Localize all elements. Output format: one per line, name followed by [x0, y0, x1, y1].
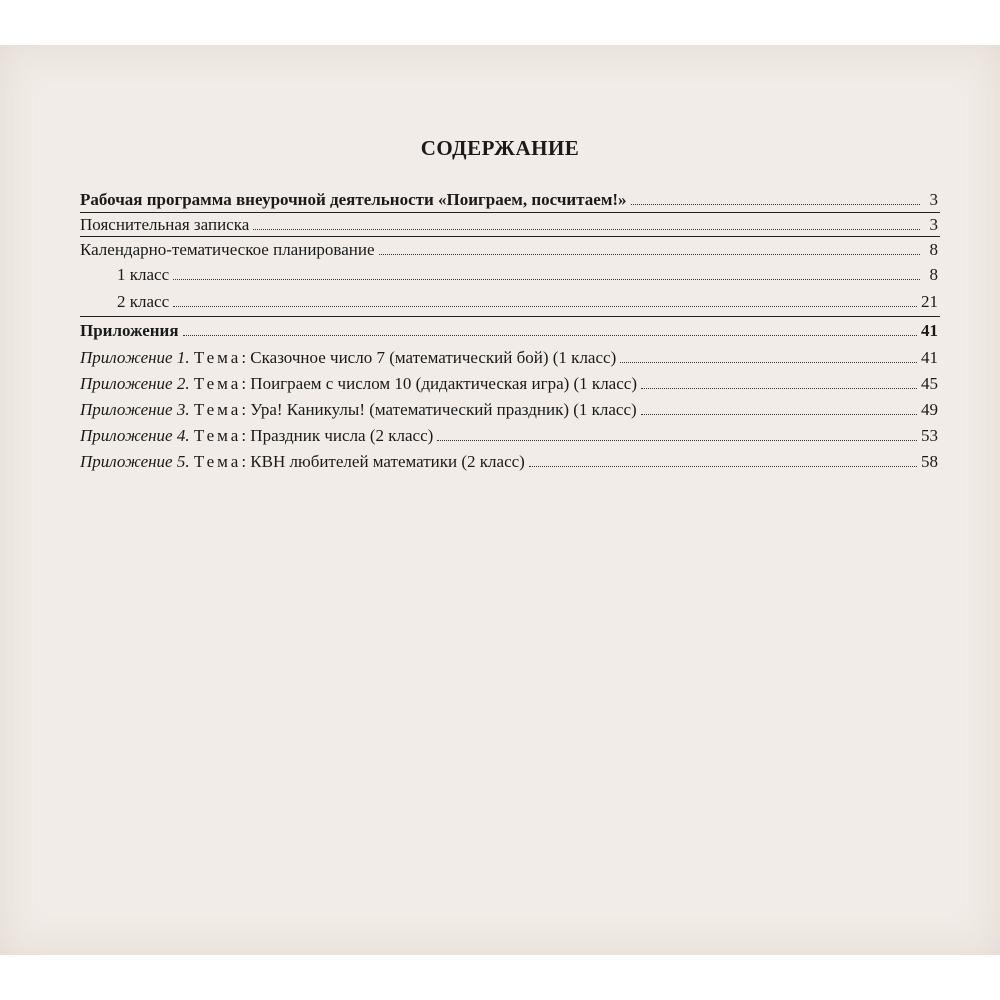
divider-line	[80, 316, 940, 317]
toc-entry-label: Календарно-тематическое планирование	[80, 240, 375, 259]
toc-entry-page: 3	[929, 190, 938, 209]
toc-entry-explanatory-note[interactable]	[80, 215, 938, 235]
dot-leader	[379, 242, 920, 255]
appendix-prefix: Приложение 3.	[80, 400, 190, 419]
topic-word: Тема	[193, 426, 242, 445]
toc-entry-page: 45	[921, 374, 938, 393]
divider-line	[80, 212, 940, 213]
dot-leader	[641, 376, 917, 389]
appendix-prefix: Приложение 1.	[80, 348, 190, 367]
toc-entry-appendix-4[interactable]	[80, 426, 938, 446]
appendix-prefix: Приложение 2.	[80, 374, 190, 393]
topic-word: Тема	[193, 452, 242, 471]
topic-word: Тема	[193, 374, 242, 393]
toc-entry-page: 41	[921, 348, 938, 367]
toc-entry-label	[80, 348, 616, 368]
toc-entry-grade-1[interactable]	[117, 265, 938, 285]
toc-entry-calendar-planning[interactable]	[80, 240, 938, 260]
dot-leader	[620, 350, 917, 363]
dot-leader	[631, 192, 920, 205]
toc-entry-page: 58	[921, 452, 938, 471]
toc-entry-label: Приложения	[80, 321, 179, 340]
toc-entry-label: Пояснительная записка	[80, 215, 250, 234]
dot-leader	[173, 267, 920, 280]
appendix-title: : Сказочное число 7 (математический бой) (1 класс)	[241, 348, 617, 367]
toc-title: СОДЕРЖАНИЕ	[420, 136, 580, 160]
toc-entry-label: 1 класс	[117, 265, 170, 284]
toc-entry-appendix-2[interactable]	[80, 374, 938, 394]
toc-entry-page: 53	[921, 426, 938, 445]
toc-entry-page: 3	[929, 215, 938, 234]
toc-entry-label	[80, 400, 637, 420]
dot-leader	[183, 323, 917, 336]
dot-leader	[529, 454, 917, 467]
toc-entry-label	[80, 374, 637, 394]
dot-leader	[437, 428, 917, 441]
toc-entry-program[interactable]	[80, 190, 938, 210]
toc-entry-appendix-5[interactable]	[80, 452, 938, 472]
appendix-title: : Поиграем с числом 10 (дидактическая игра) (1 класс)	[241, 374, 637, 393]
divider-line	[80, 236, 940, 237]
toc-entry-label	[80, 426, 433, 446]
appendix-title: : Праздник числа (2 класс)	[241, 426, 434, 445]
toc-entry-label	[80, 452, 525, 472]
toc-entry-page: 8	[929, 265, 938, 284]
toc-entry-appendix-1[interactable]	[80, 348, 938, 368]
dot-leader	[173, 294, 917, 307]
appendix-prefix: Приложение 5.	[80, 452, 190, 471]
toc-entry-appendices[interactable]	[80, 321, 938, 341]
dot-leader	[641, 402, 917, 415]
dot-leader	[253, 217, 920, 230]
toc-entry-page: 41	[921, 321, 938, 340]
toc-entry-page: 49	[921, 400, 938, 419]
appendix-prefix: Приложение 4.	[80, 426, 190, 445]
topic-word: Тема	[193, 400, 242, 419]
toc-entry-page: 8	[929, 240, 938, 259]
toc-entry-label: 2 класс	[117, 292, 170, 311]
toc-entry-appendix-3[interactable]	[80, 400, 938, 420]
toc-entry-label: Рабочая программа внеурочной деятельности «Поиграем, посчитаем!»	[80, 190, 627, 209]
appendix-title: : Ура! Каникулы! (математический праздник) (1 класс)	[241, 400, 637, 419]
toc-entry-grade-2[interactable]	[117, 292, 938, 312]
appendix-title: : КВН любителей математики (2 класс)	[241, 452, 525, 471]
toc-entry-page: 21	[921, 292, 938, 311]
topic-word: Тема	[193, 348, 242, 367]
